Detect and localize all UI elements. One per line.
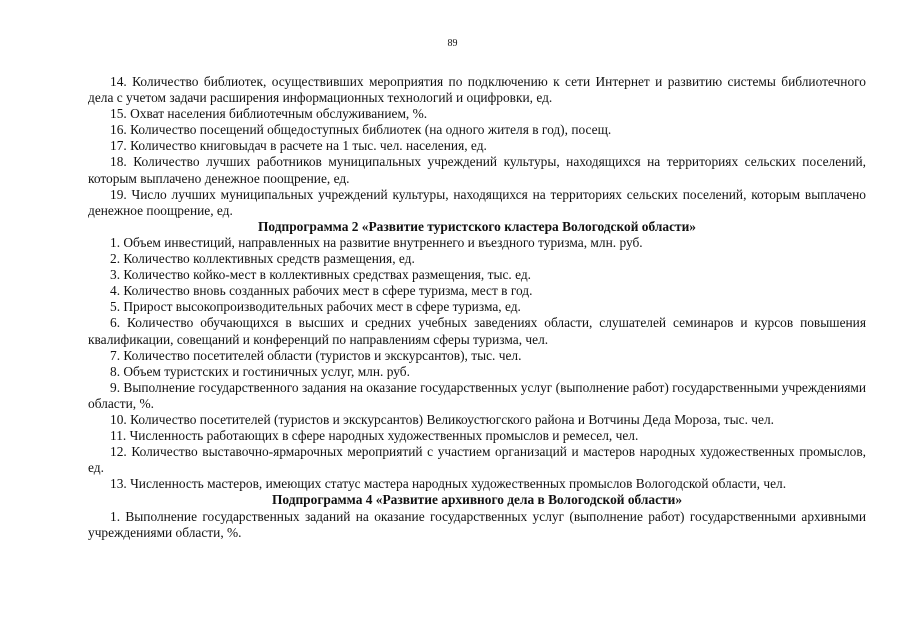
list-item: 3. Количество койко-мест в коллективных средствах размещения, тыс. ед.: [110, 267, 532, 283]
list-item: 17. Количество книговыдач в расчете на 1 тыс. чел. населения, ед.: [110, 138, 487, 154]
subprogram-2-heading: Подпрограмма 2 «Развитие туристского кластера Вологодской области»: [257, 218, 696, 234]
list-item: 14. Количество библиотек, осуществивших мероприятия по подключению к сети Интернет и развитию системы библиотечного дела с учетом задачи расширения информационных технологий и оцифровки, ед.: [88, 74, 866, 106]
list-item: 9. Выполнение государственного задания на оказание государственных услуг (выполнение работ) государственными учреждениями области, %.: [88, 379, 866, 411]
list-item: 13. Численность мастеров, имеющих статус мастера народных художественных промыслов Вологодской области, чел.: [110, 476, 787, 492]
list-item: 5. Прирост высокопроизводительных рабочих мест в сфере туризма, ед.: [110, 299, 521, 315]
document-body: [88, 74, 866, 541]
list-item: 8. Объем туристских и гостиничных услуг, млн. руб.: [110, 363, 410, 379]
list-item: 4. Количество вновь созданных рабочих мест в сфере туризма, мест в год.: [110, 283, 533, 299]
list-item: 6. Количество обучающихся в высших и средних учебных заведениях области, слушателей семинаров и курсов повышения квалификации, совещаний и конференций по направлениям сферы туризма, чел.: [88, 315, 866, 347]
list-item: 11. Численность работающих в сфере народных художественных промыслов и ремесел, чел.: [110, 428, 639, 444]
list-item: 18. Количество лучших работников муниципальных учреждений культуры, находящихся на территориях сельских поселений, которым выплачено денежное поощрение, ед.: [88, 154, 866, 186]
list-item: 7. Количество посетителей области (туристов и экскурсантов), тыс. чел.: [110, 347, 522, 363]
list-item: 10. Количество посетителей (туристов и экскурсантов) Великоустюгского района и Вотчины Деда Мороза, тыс. чел.: [110, 411, 774, 427]
list-item: 1. Объем инвестиций, направленных на развитие внутреннего и въездного туризма, млн. руб.: [110, 234, 643, 250]
list-item: 16. Количество посещений общедоступных библиотек (на одного жителя в год), посещ.: [110, 122, 612, 138]
page-number: 89: [447, 38, 458, 49]
list-item: 1. Выполнение государственных заданий на оказание государственных услуг (выполнение работ) государственными архивными учреждениями области, %.: [88, 508, 866, 540]
subprogram-4-heading: Подпрограмма 4 «Развитие архивного дела в Вологодской области»: [271, 492, 683, 508]
list-item: 2. Количество коллективных средств размещения, ед.: [110, 251, 415, 267]
list-item: 19. Число лучших муниципальных учреждений культуры, находящихся на территориях сельских поселений, которым выплачено денежное поощрение, ед.: [88, 186, 866, 218]
list-item: 12. Количество выставочно-ярмарочных мероприятий с участием организаций и мастеров народных художественных промыслов, ед.: [88, 444, 866, 476]
list-item: 15. Охват населения библиотечным обслуживанием, %.: [110, 106, 428, 122]
